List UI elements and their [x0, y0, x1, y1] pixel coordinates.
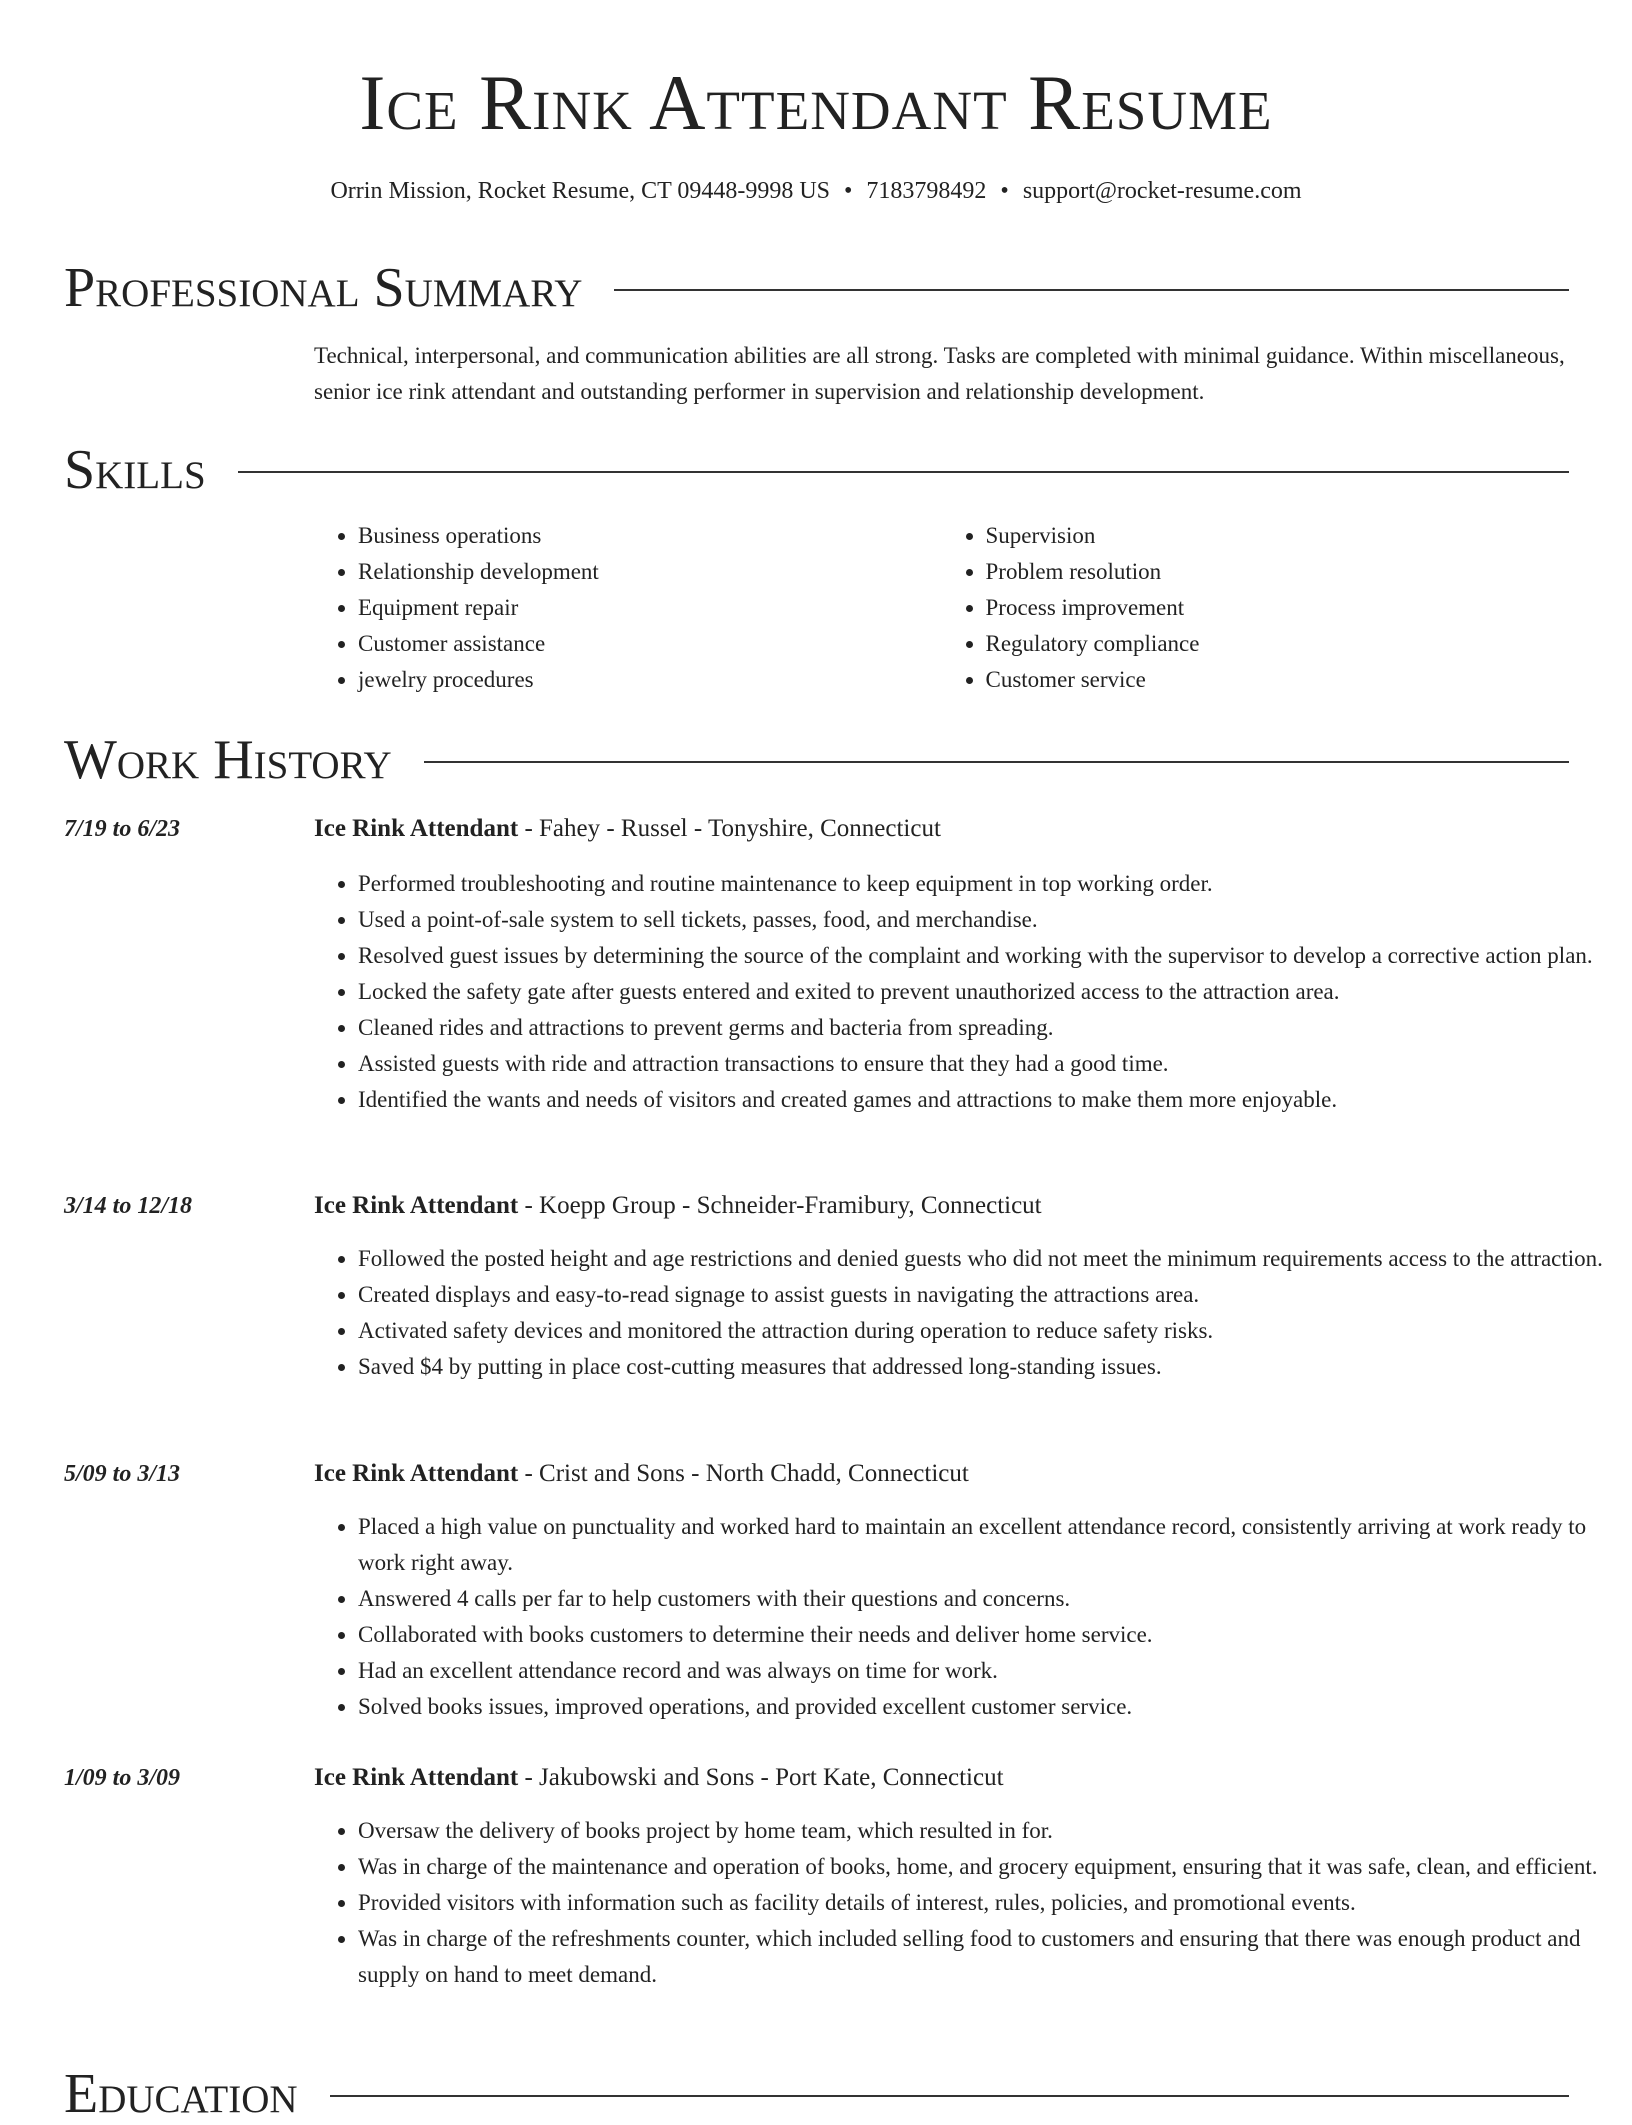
job-bullet: • Was in charge of the maintenance and operation of books, home, and grocery equipment, ensuring that it was safe, clean, and efficient.: [358, 1849, 1613, 1885]
job-bullet: • Used a point-of-sale system to sell tickets, passes, food, and merchandise.: [358, 902, 1613, 938]
job-employer-location: - Fahey - Russel - Tonyshire, Connecticut: [518, 815, 941, 842]
job-employer-location: - Crist and Sons - North Chadd, Connecticut: [518, 1460, 969, 1487]
job-dates: 1/09 to 3/09: [64, 1765, 181, 1791]
contact-email: support@rocket-resume.com: [1022, 178, 1302, 204]
skill-item: • jewelry procedures: [358, 662, 942, 698]
contact-separator: •: [844, 178, 853, 204]
section-heading-summary: [64, 258, 1569, 318]
section-divider: [614, 289, 1569, 291]
job-dates: 7/19 to 6/23: [64, 816, 181, 842]
job-heading: [314, 1457, 969, 1491]
job-bullets: [314, 1509, 1613, 1725]
skill-item: • Regulatory compliance: [986, 626, 1570, 662]
job-dates: 3/14 to 12/18: [64, 1193, 193, 1219]
job-bullets: [314, 1813, 1613, 1993]
job-heading: [314, 1761, 1004, 1795]
section-title: Work History: [64, 729, 392, 791]
contact-address: Orrin Mission, Rocket Resume, CT 09448-9998 US: [330, 178, 831, 204]
skill-item: • Customer assistance: [358, 626, 942, 662]
job-bullet: • Placed a high value on punctuality and worked hard to maintain an excellent attendance record, consistently arriving at work ready to work right away.: [358, 1509, 1613, 1581]
skill-item: • Supervision: [986, 518, 1570, 554]
section-divider: [238, 471, 1569, 473]
job-bullets: [314, 1241, 1613, 1385]
skill-item: • Equipment repair: [358, 590, 942, 626]
job-bullet: • Was in charge of the refreshments counter, which included selling food to customers and ensuring that there was enough product and supply on hand to meet demand.: [358, 1921, 1613, 1993]
job-bullet: • Locked the safety gate after guests entered and exited to prevent unauthorized access to the attraction area.: [358, 974, 1613, 1010]
section-heading-education: [64, 2064, 1569, 2124]
job-bullets: [314, 866, 1613, 1118]
contact-line: [0, 174, 1632, 208]
section-heading-work-history: [64, 730, 1569, 790]
contact-separator: •: [1000, 178, 1009, 204]
section-divider: [424, 761, 1569, 763]
contact-phone: 7183798492: [866, 178, 987, 204]
job-bullet: • Had an excellent attendance record and was always on time for work.: [358, 1653, 1613, 1689]
job-bullet: • Created displays and easy-to-read signage to assist guests in navigating the attractions area.: [358, 1277, 1613, 1313]
skills-list: [314, 518, 1569, 698]
skill-item: • Customer service: [986, 662, 1570, 698]
job-bullet: • Assisted guests with ride and attraction transactions to ensure that they had a good time.: [358, 1046, 1613, 1082]
skill-item: • Process improvement: [986, 590, 1570, 626]
job-bullet: • Collaborated with books customers to determine their needs and deliver home service.: [358, 1617, 1613, 1653]
section-title: Education: [64, 2063, 298, 2125]
job-bullet: • Identified the wants and needs of visitors and created games and attractions to make them more enjoyable.: [358, 1082, 1613, 1118]
job-bullet: • Followed the posted height and age restrictions and denied guests who did not meet the minimum requirements access to the attraction.: [358, 1241, 1613, 1277]
skill-item: • Problem resolution: [986, 554, 1570, 590]
job-title: Ice Rink Attendant: [314, 1192, 519, 1219]
job-employer-location: - Jakubowski and Sons - Port Kate, Connecticut: [518, 1764, 1004, 1791]
section-divider: [330, 2095, 1569, 2097]
page-title: Ice Rink Attendant Resume: [359, 59, 1273, 146]
job-bullet: • Performed troubleshooting and routine maintenance to keep equipment in top working order.: [358, 866, 1613, 902]
job-bullet: • Activated safety devices and monitored the attraction during operation to reduce safety risks.: [358, 1313, 1613, 1349]
job-title: Ice Rink Attendant: [314, 1460, 519, 1487]
job-bullet: • Saved $4 by putting in place cost-cutting measures that addressed long-standing issues.: [358, 1349, 1613, 1385]
job-title: Ice Rink Attendant: [314, 1764, 519, 1791]
job-bullet: • Resolved guest issues by determining the source of the complaint and working with the supervisor to develop a corrective action plan.: [358, 938, 1613, 974]
job-employer-location: - Koepp Group - Schneider-Framibury, Connecticut: [518, 1192, 1042, 1219]
section-title: Skills: [64, 439, 206, 501]
job-bullet: • Oversaw the delivery of books project by home team, which resulted in for.: [358, 1813, 1613, 1849]
job-heading: [314, 1189, 1042, 1223]
job-dates: 5/09 to 3/13: [64, 1461, 181, 1487]
summary-text: Technical, interpersonal, and communication abilities are all strong. Tasks are completed with minimal guidance. Within miscellaneous, senior ice rink attendant and outstanding performer in supervision and relationship development.: [314, 343, 1565, 404]
job-title: Ice Rink Attendant: [314, 815, 519, 842]
job-bullet: • Solved books issues, improved operations, and provided excellent customer service.: [358, 1689, 1613, 1725]
job-heading: [314, 812, 941, 846]
skills-column-right: [942, 518, 1570, 698]
skill-item: • Business operations: [358, 518, 942, 554]
section-title: Professional Summary: [64, 257, 583, 319]
skills-column-left: [314, 518, 942, 698]
section-heading-skills: [64, 440, 1569, 500]
job-bullet: • Provided visitors with information such as facility details of interest, rules, policies, and promotional events.: [358, 1885, 1613, 1921]
job-bullet: • Answered 4 calls per far to help customers with their questions and concerns.: [358, 1581, 1613, 1617]
skill-item: • Relationship development: [358, 554, 942, 590]
job-bullet: • Cleaned rides and attractions to prevent germs and bacteria from spreading.: [358, 1010, 1613, 1046]
